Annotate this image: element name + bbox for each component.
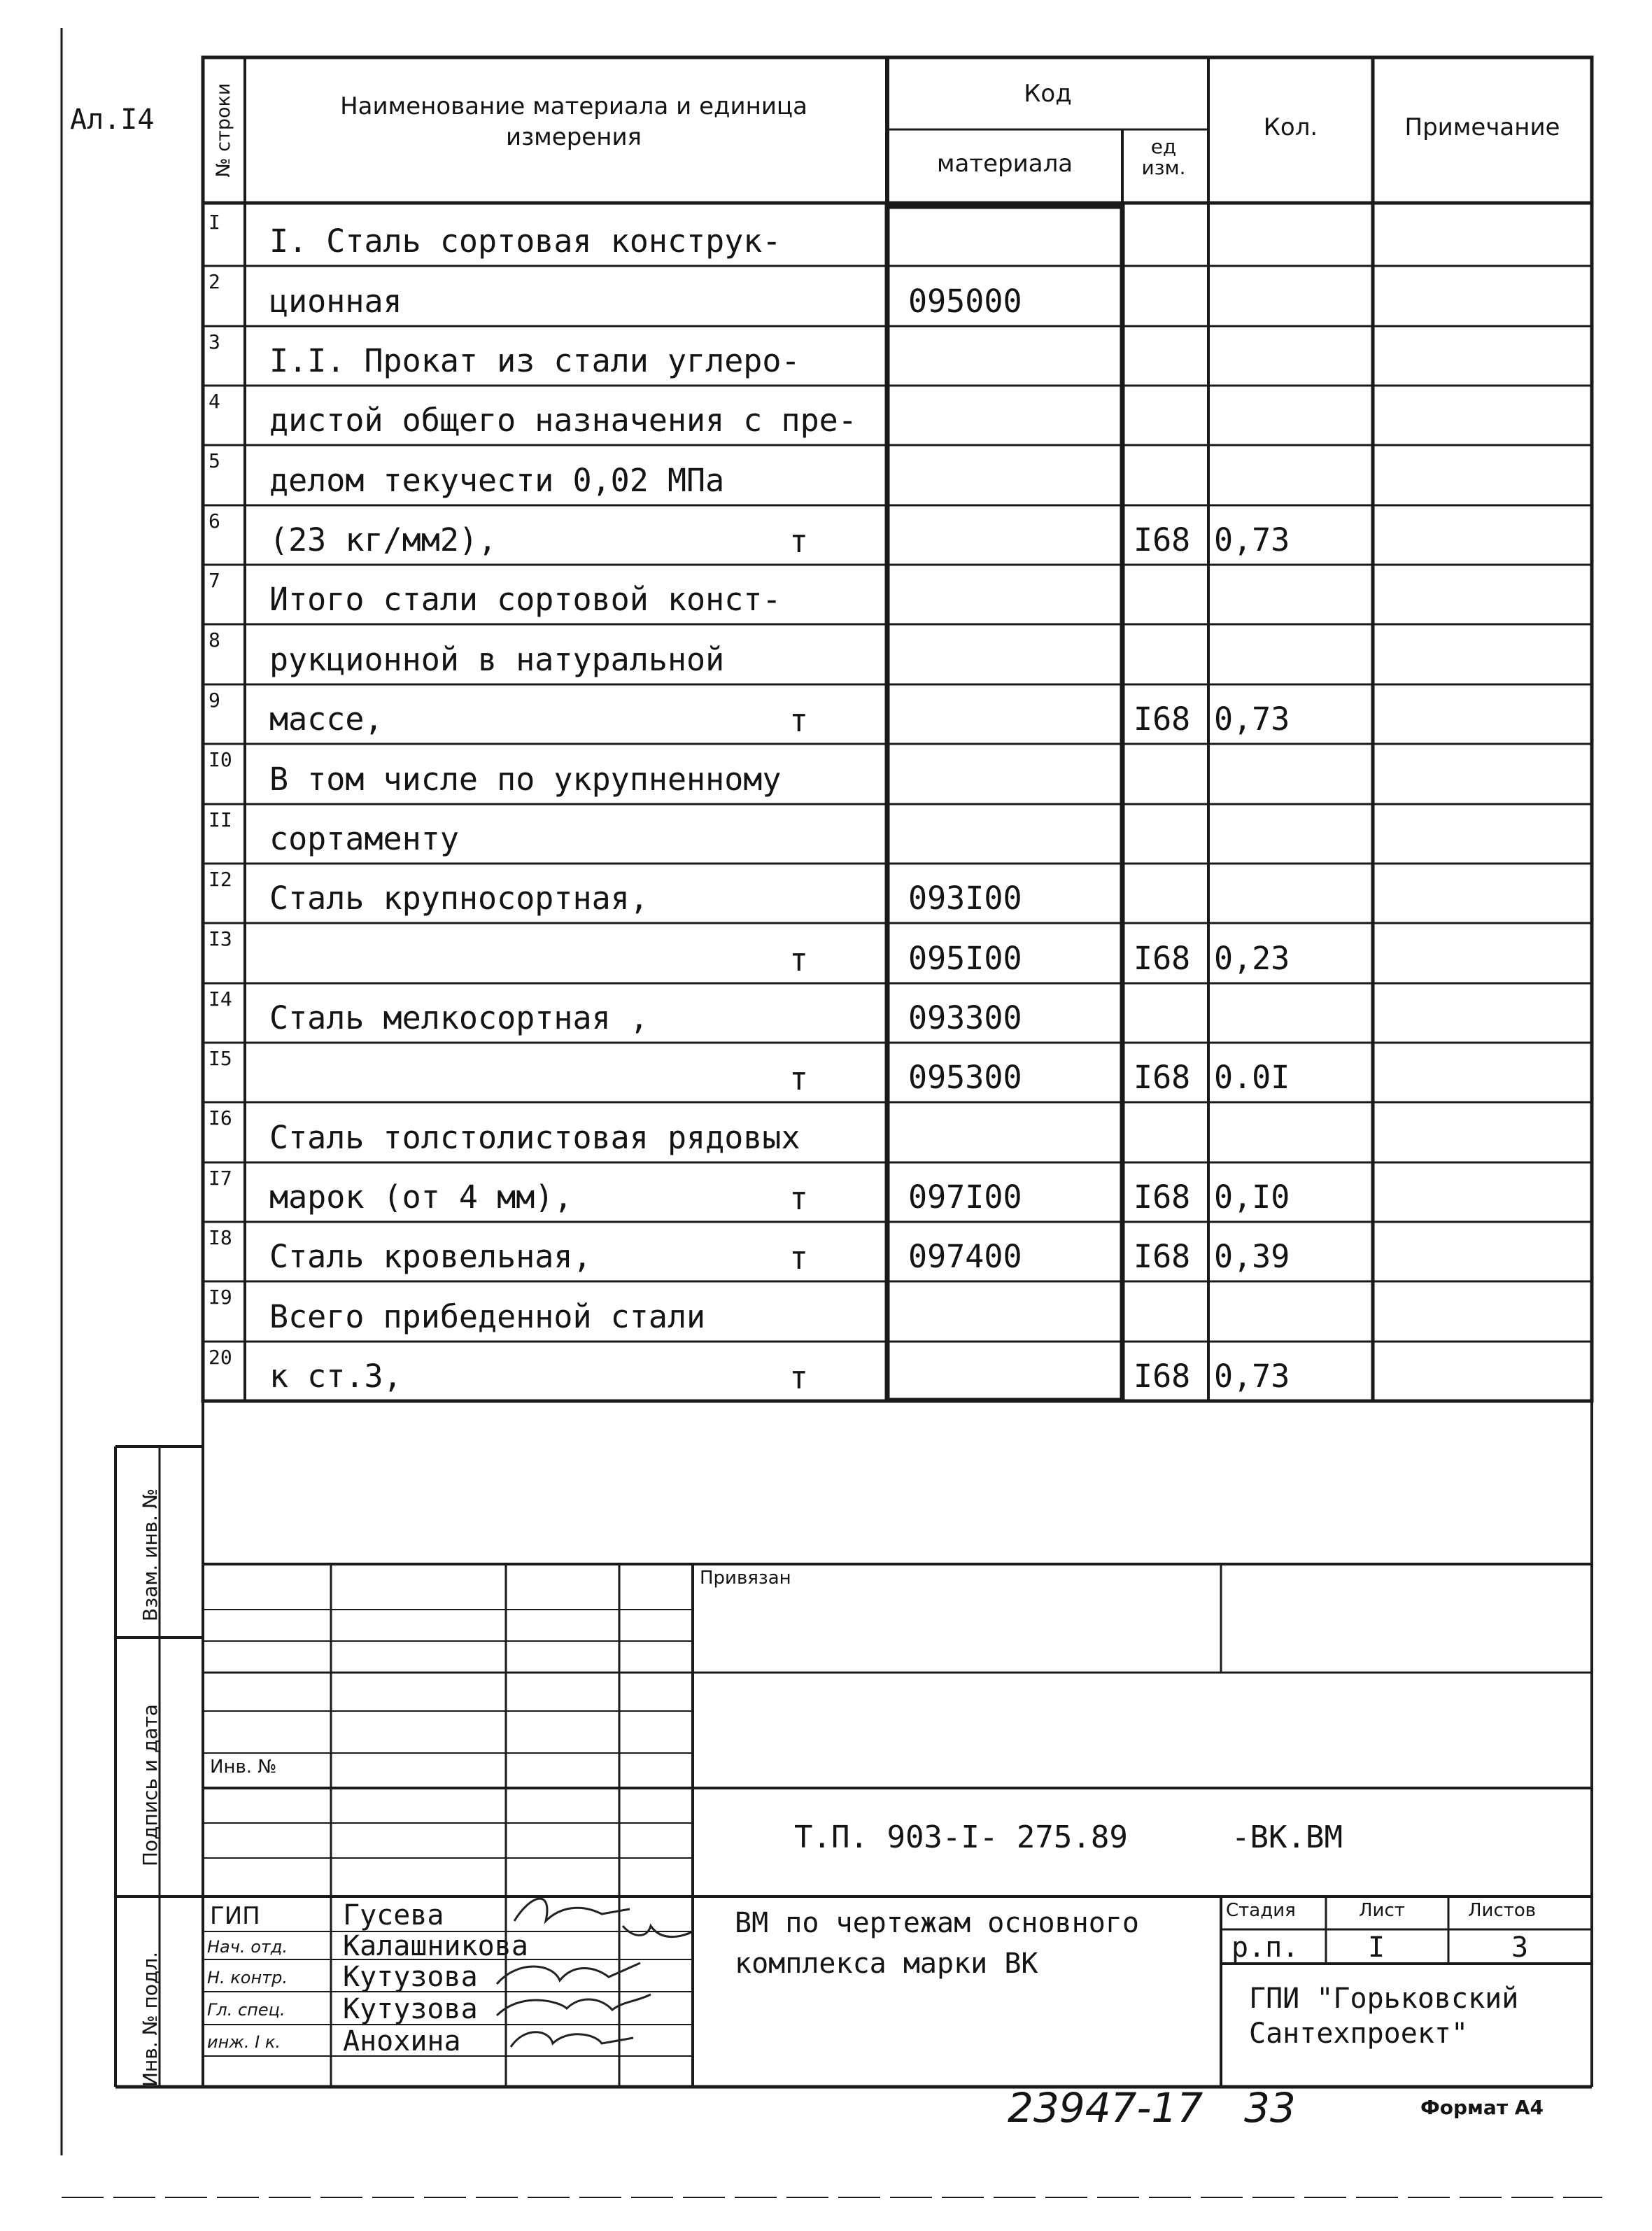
- row-number: 20: [209, 1346, 232, 1369]
- material-code: 093I00: [908, 880, 1022, 917]
- row-number: I7: [209, 1167, 232, 1190]
- page-number: 33: [1244, 2084, 1296, 2132]
- inv-no-label: Инв. №: [210, 1757, 277, 1778]
- material-name: сортаменту: [269, 820, 459, 857]
- unit-of-measure: т: [789, 702, 809, 739]
- signer-name-1: Гусева: [343, 1899, 444, 1931]
- row-number: II: [209, 808, 232, 831]
- table-row: [203, 1043, 1592, 1102]
- table-row: [203, 505, 1592, 565]
- signer-role-3: Н. контр.: [207, 1968, 288, 1987]
- stage-label: Стадия: [1226, 1900, 1296, 1921]
- unit-code: I68: [1134, 521, 1191, 558]
- row-number: I4: [209, 987, 232, 1011]
- quantity: 0,39: [1214, 1238, 1290, 1275]
- material-name: делом текучести 0,02 МПа: [269, 462, 725, 499]
- table-row: [203, 1342, 1592, 1401]
- row-number: I3: [209, 927, 232, 950]
- signer-name-5: Анохина: [343, 2025, 461, 2057]
- header-name: Наименование материала и единица измерения: [340, 92, 807, 151]
- table-row: [203, 684, 1592, 744]
- material-code: 093300: [908, 999, 1022, 1036]
- table-row: [203, 445, 1592, 505]
- material-code: 095I00: [908, 940, 1022, 977]
- signer-name-4: Кутузова: [343, 1993, 478, 2025]
- table-row: [203, 565, 1592, 624]
- material-code: 095300: [908, 1059, 1022, 1096]
- quantity: 0,73: [1214, 1358, 1290, 1395]
- stamp-inv-podl: Инв. № подл.: [139, 1951, 162, 2087]
- quantity: 0,73: [1214, 521, 1290, 558]
- sheet-number-label: Лист: [1359, 1900, 1405, 1921]
- unit-of-measure: т: [789, 1239, 809, 1276]
- material-name: I.I. Прокат из стали углеро-: [269, 342, 800, 379]
- unit-code: I68: [1134, 701, 1191, 738]
- signer-role-5: инж. I к.: [207, 2032, 281, 2052]
- header-qty: Кол.: [1263, 113, 1318, 141]
- material-name: марок (от 4 мм),: [269, 1178, 573, 1216]
- row-number: 6: [209, 509, 220, 533]
- material-name: Всего прибеденной стали: [269, 1298, 706, 1335]
- material-code: 097I00: [908, 1178, 1022, 1216]
- quantity: 0,73: [1214, 701, 1290, 738]
- row-number: I2: [209, 868, 232, 891]
- row-number: I6: [209, 1106, 232, 1129]
- quantity: 0,23: [1214, 940, 1290, 977]
- material-name: Сталь крупносортная,: [269, 880, 649, 917]
- sheet-label: Ал.I4: [70, 104, 155, 136]
- material-name: рукционной в натуральной: [269, 641, 725, 678]
- organization-line1: ГПИ "Горьковский: [1249, 1983, 1519, 2015]
- row-number: 3: [209, 330, 220, 353]
- designation-suffix: -ВК.ВМ: [1231, 1820, 1343, 1855]
- stamp-vzam-inv: Взам. инв. №: [139, 1488, 162, 1621]
- material-code: 097400: [908, 1238, 1022, 1275]
- material-name: Итого стали сортовой конст-: [269, 581, 782, 618]
- document-title-line2: комплекса марки ВК: [735, 1948, 1038, 1980]
- header-row-no-cell: [203, 57, 245, 203]
- table-row: [203, 326, 1592, 386]
- quantity: 0,I0: [1214, 1178, 1290, 1216]
- privyazan-label: Привязан: [700, 1568, 791, 1589]
- archive-number: 23947-17: [1008, 2084, 1203, 2132]
- table-row: [203, 804, 1592, 864]
- organization-line2: Сантехпроект": [1249, 2018, 1469, 2050]
- material-name: Сталь толстолистовая рядовых: [269, 1119, 800, 1156]
- unit-of-measure: т: [789, 1060, 809, 1097]
- sheet-number-value: I: [1368, 1931, 1385, 1964]
- table-row: [203, 386, 1592, 445]
- table-row: [203, 864, 1592, 923]
- signer-role-4: Гл. спец.: [207, 2000, 285, 2020]
- header-code-unit: ед изм.: [1141, 135, 1186, 179]
- signer-name-3: Кутузова: [343, 1961, 478, 1993]
- stamp-podpis-data: Подпись и дата: [139, 1704, 162, 1866]
- material-name: (23 кг/мм2),: [269, 521, 497, 558]
- table-row: [203, 923, 1592, 983]
- row-number: 4: [209, 390, 220, 413]
- table-row: [203, 1281, 1592, 1342]
- material-name: Сталь мелкосортная ,: [269, 999, 649, 1036]
- header-code-material: материала: [936, 150, 1073, 178]
- signer-role-1: ГИП: [210, 1902, 260, 1930]
- table-row: [203, 206, 1592, 266]
- row-number: 8: [209, 628, 220, 652]
- row-number: I8: [209, 1226, 232, 1249]
- designation: Т.П. 903-I- 275.89: [794, 1820, 1128, 1855]
- unit-code: I68: [1134, 1358, 1191, 1395]
- sheets-total-value: 3: [1511, 1931, 1529, 1964]
- row-number: I5: [209, 1047, 232, 1070]
- table-row: [203, 1102, 1592, 1162]
- row-number: I0: [209, 748, 232, 771]
- material-name: Сталь кровельная,: [269, 1238, 592, 1275]
- signer-role-2: Нач. отд.: [207, 1937, 288, 1957]
- table-row: [203, 1222, 1592, 1281]
- table-row: [203, 744, 1592, 804]
- signer-name-2: Калашникова: [343, 1930, 528, 1962]
- unit-of-measure: т: [789, 941, 809, 978]
- material-name: В том числе по укрупненному: [269, 761, 782, 798]
- document-title-line1: ВМ по чертежам основного: [735, 1907, 1139, 1939]
- stage-value: р.п.: [1231, 1931, 1299, 1964]
- unit-code: I68: [1134, 940, 1191, 977]
- material-name: дистой общего назначения с пре-: [269, 402, 857, 439]
- unit-code: I68: [1134, 1059, 1191, 1096]
- unit-of-measure: т: [789, 523, 809, 560]
- quantity: 0.0I: [1214, 1059, 1290, 1096]
- unit-of-measure: т: [789, 1359, 809, 1396]
- row-number: 7: [209, 569, 220, 592]
- sheets-total-label: Листов: [1468, 1900, 1537, 1921]
- material-name: к ст.3,: [269, 1358, 402, 1395]
- unit-of-measure: т: [789, 1180, 809, 1217]
- row-number: 2: [209, 270, 220, 293]
- header-note: Примечание: [1404, 113, 1560, 141]
- material-name: I. Сталь сортовая конструк-: [269, 223, 782, 260]
- format-label: Формат А4: [1420, 2096, 1544, 2119]
- unit-code: I68: [1134, 1238, 1191, 1275]
- header-row-no: № строки: [213, 83, 234, 178]
- table-row: [203, 266, 1592, 326]
- material-code: 095000: [908, 283, 1022, 320]
- unit-code: I68: [1134, 1178, 1191, 1216]
- table-row: [203, 624, 1592, 684]
- row-number: 9: [209, 689, 220, 712]
- table-row: [203, 1162, 1592, 1222]
- row-number: 5: [209, 449, 220, 472]
- row-number: I9: [209, 1286, 232, 1309]
- table-row: [203, 983, 1592, 1043]
- material-name: массе,: [269, 701, 383, 738]
- material-name: ционная: [269, 283, 402, 320]
- header-code: Код: [1024, 80, 1072, 108]
- row-number: I: [209, 211, 220, 234]
